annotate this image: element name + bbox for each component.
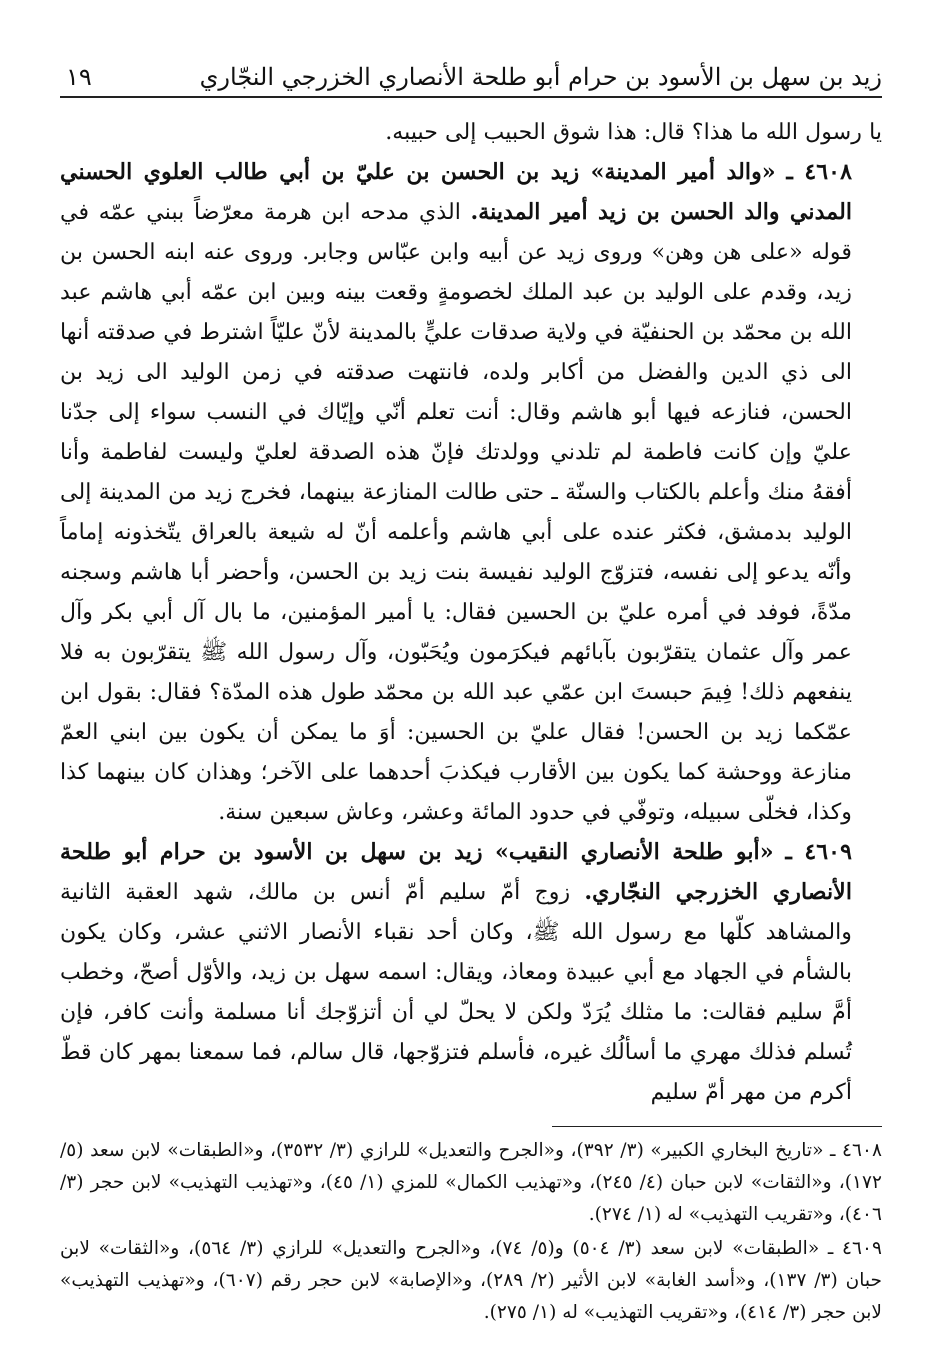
footnote-4609: ٤٦٠٩ ـ «الطبقات» لابن سعد (٣/ ٥٠٤) و(٥/ ٧٤)، و«الجرح والتعديل» للرازي (٣/ ٥٦٤)، و«الثقات» لابن حبان (٣/ ١٣٧)، و«أسد الغابة» لابن الأثير (٢/ ٢٨٩)، و«الإصابة» لابن حجر رقم (٦٠٧)، و«تهذيب التهذيب» لابن حجر (٣/ ٤١٤)، و«تقريب التهذيب» له (١/ ٢٧٥). <box>60 1238 882 1323</box>
entry-4609-heading: «أبو طلحة الأنصاري النقيب» زيد بن سهل بن الأسود بن حرام أبو طلحة الأنصاري الخزرجي النجّاري. <box>60 839 852 905</box>
running-title: زيد بن سهل بن الأسود بن حرام أبو طلحة الأنصاري الخزرجي النجّاري <box>199 63 882 91</box>
entry-4609-text: زوج أمّ سليم أمّ أنس بن مالك، شهد العقبة الثانية والمشاهد كلّها مع رسول الله ﷺ، وكان أحد نقباء الأنصار الاثني عشر، وكان يكون بالشأم في الجهاد مع أبي عبيدة ومعاذ، ويقال: اسمه سهل بن زيد، والأوّل أصحّ، وخطب أمَّ سليم فقالت: ما مثلك يُرَدّ ولكن لا يحلّ لي أن أتزوّجك أنا مسلمة وأنت كافر، فإن تُسلم فذلك مهري ما أسألُك غيره، فأسلم فتزوّجها، قال سالم، فما سمعنا بمهر كان قطّ أكرم من مهر أمّ سليم <box>60 879 852 1105</box>
entry-4608 <box>60 152 882 832</box>
entry-4609-number: ٤٦٠٩ ـ <box>785 839 852 865</box>
running-header <box>60 52 882 98</box>
entry-4609 <box>60 832 882 1112</box>
footnotes <box>60 1135 882 1329</box>
text-line-continuation: يا رسول الله ما هذا؟ قال: هذا شوق الحبيب إلى حبيبه. <box>385 119 882 145</box>
page-number: ١٩ <box>66 63 92 91</box>
main-text <box>60 112 882 1112</box>
entry-4608-text: الذي مدحه ابن هرمة معرّضاً ببني عمّه في قوله «على هن وهن» وروى زيد عن أبيه وابن عبّاس وجابر. وروى عنه ابنه الحسن بن زيد، وقدم على الوليد بن عبد الملك لخصومةٍ وقعت بينه وبين ابن عمّه أبي هاشم عبد الله بن محمّد بن الحنفيّة في ولاية صدقات عليٍّ بالمدينة لأنّ عليّاً اشترط في صدقته أنها الى ذي الدين والفضل من أكابر ولده، فانتهت صدقته في زمن الوليد الى زيد بن الحسن، فنازعه فيها أبو هاشم وقال: أنت تعلم أنّي وإيّاك في النسب سواء إلى جدّنا عليّ وإن كانت فاطمة لم تلدني وولدتك فإنّ هذه الصدقة لعليّ وليست لفاطمة وأنا أفقهُ منك وأعلم بالكتاب والسنّة ـ حتى طالت المنازعة بينهما، فخرج زيد من المدينة إلى الوليد بدمشق، فكثر عنده على أبي هاشم وأعلمه أنّ له شيعة بالعراق يتّخذونه إماماً وأنّه يدعو إلى نفسه، فتزوّج الوليد نفيسة بنت زيد بن الحسن، وأحضر أبا هاشم وسجنه مدّةً، فوفد في أمره عليّ بن الحسين فقال: يا أمير المؤمنين، ما بال آل أبي بكر وآل عمر وآل عثمان يتقرّبون بآبائهم فيكرَمون ويُحَبّون، وآل رسول الله ﷺ يتقرّبون به فلا ينفعهم ذلك! فِيمَ حبستَ ابن عمّي عبد الله بن محمّد طول هذه المدّة؟ فقال: بقول ابن عمّكما زيد بن الحسن! فقال عليّ بن الحسين: أوَ ما يمكن أن يكون بين ابني العمّ منازعة ووحشة كما يكون بين الأقارب فيكذبَ أحدهما على الآخر؛ وهذان كان بينهما كذا وكذا، فخلّى سبيله، وتوفّي في حدود المائة وعشر، وعاش سبعين سنة. <box>60 199 852 825</box>
entry-4608-number: ٤٦٠٨ ـ <box>786 159 852 185</box>
entry-4608-heading: «والد أمير المدينة» زيد بن الحسن بن عليّ بن أبي طالب العلوي الحسني المدني والد الحسن بن زيد أمير المدينة. <box>60 159 852 225</box>
footnote-divider <box>552 1126 882 1127</box>
footnote-4608: ٤٦٠٨ ـ «تاريخ البخاري الكبير» (٣/ ٣٩٢)، و«الجرح والتعديل» للرازي (٣/ ٣٥٣٢)، و«الطبقات» لابن سعد (٥/ ١٧٢)، و«الثقات» لابن حبان (٤/ ٢٤٥)، و«تهذيب الكمال» للمزي (١/ ٤٥)، و«تهذيب التهذيب» لابن حجر (٣/ ٤٠٦)، و«تقريب التهذيب» له (١/ ٢٧٤). <box>60 1140 882 1225</box>
